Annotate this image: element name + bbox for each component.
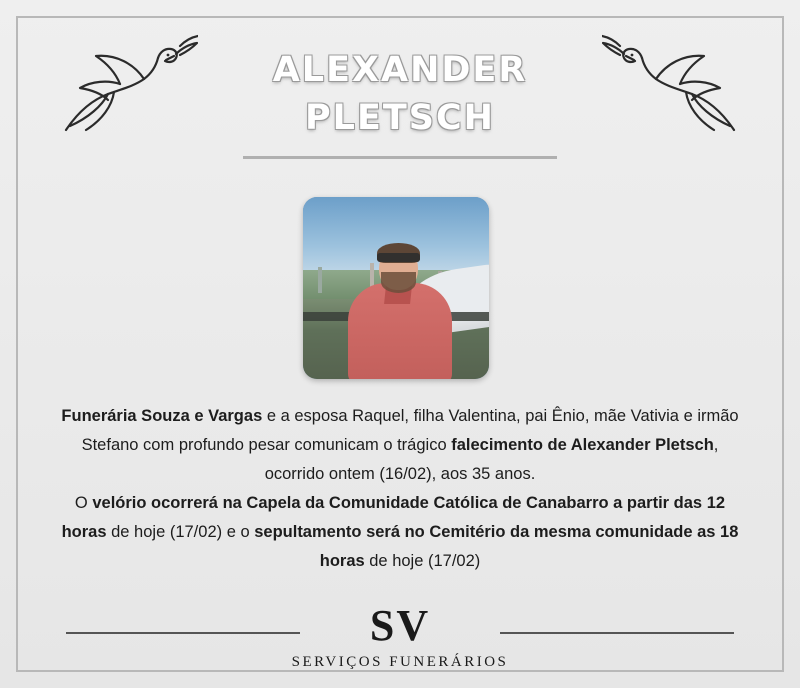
- footer-branding: [0, 600, 800, 670]
- card-header: [0, 26, 800, 146]
- announcement-paragraph-1: Funerária Souza e Vargas e a esposa Raquel, filha Valentina, pai Ênio, mãe Vativia e irmão Stefano com profundo pesar comunicam o trágico falecimento de Alexander Pletsch, ocorrido ontem (16/02), aos 35 anos.: [61, 407, 739, 483]
- announcement-text: [60, 402, 740, 576]
- dove-icon: [48, 34, 198, 144]
- page-title: [200, 46, 600, 142]
- logo-subtitle: SERVIÇOS FUNERÁRIOS: [291, 654, 509, 670]
- photo-person-sunglasses: [377, 253, 420, 262]
- deceased-name-line2: PLETSCH: [305, 98, 495, 138]
- deceased-name-line1: ALEXANDER: [272, 50, 528, 90]
- footer-rule-right: [500, 632, 734, 634]
- title-divider: [243, 156, 557, 159]
- footer-rule-left: [66, 632, 300, 634]
- dove-icon: [602, 34, 752, 144]
- portrait-image: [303, 197, 489, 379]
- portrait-photo: [303, 197, 489, 379]
- announcement-paragraph-2: O velório ocorrerá na Capela da Comunidade Católica de Canabarro a partir das 12 horas de hoje (17/02) e o sepultamento será no Cemitério da mesma comunidade as 18 horas de hoje (17/02): [61, 494, 739, 570]
- logo-text: SV: [369, 601, 431, 650]
